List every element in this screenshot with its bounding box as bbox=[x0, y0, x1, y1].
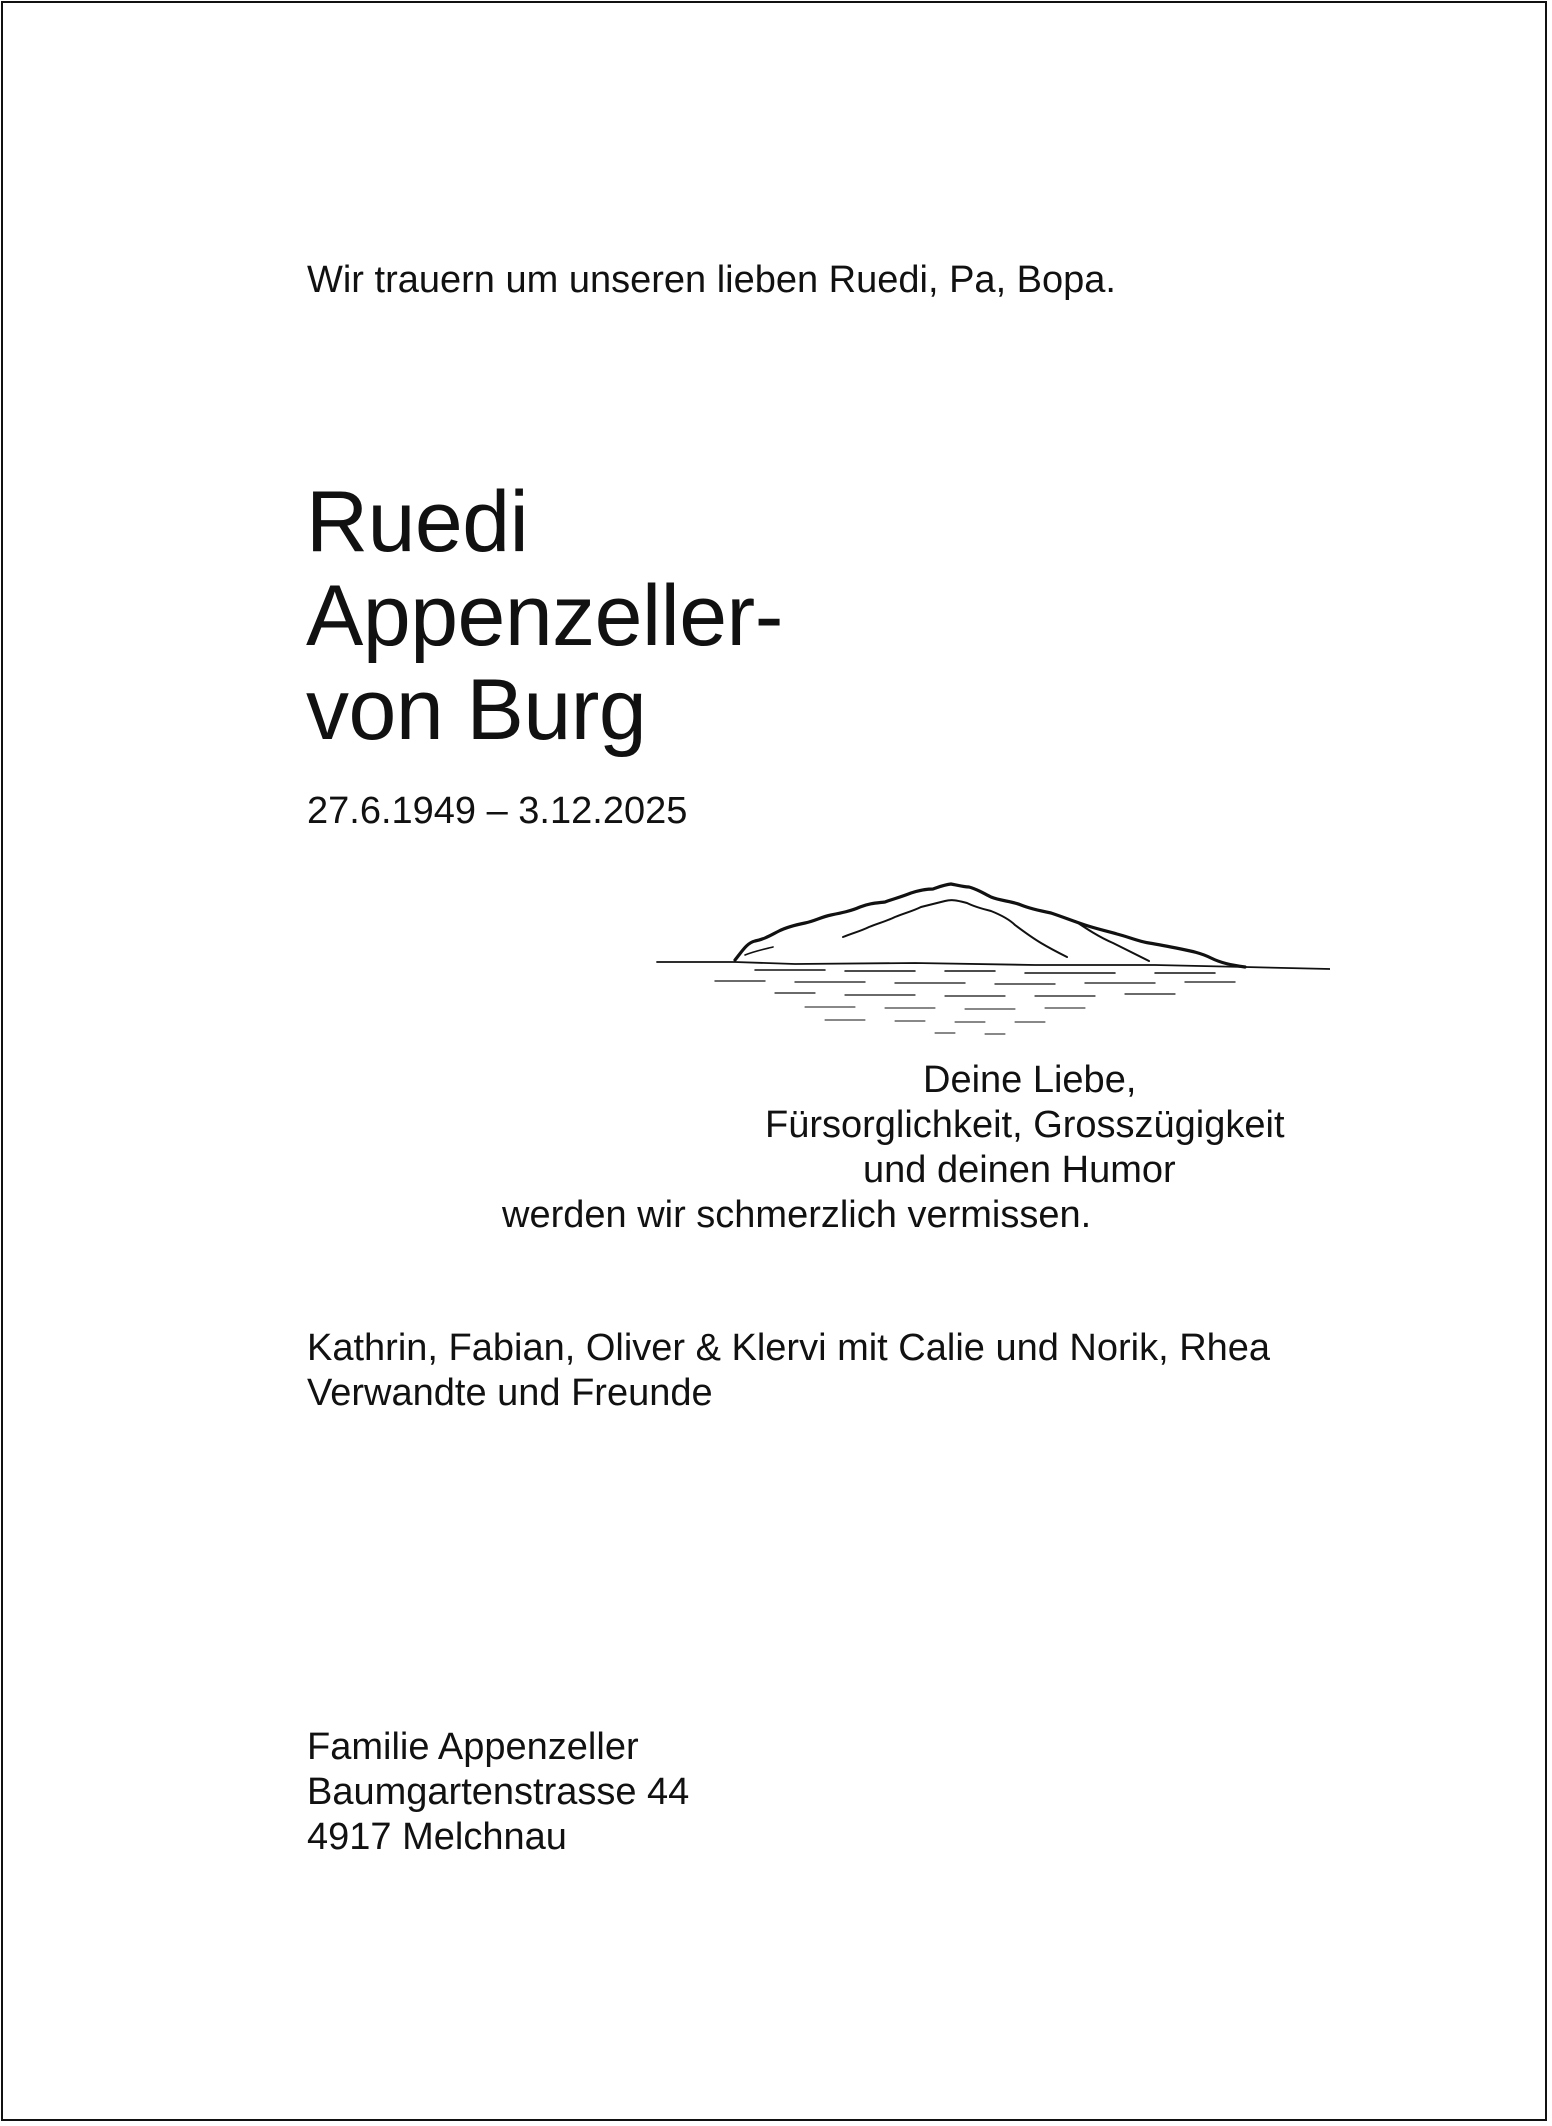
address-line-3: 4917 Melchnau bbox=[307, 1816, 567, 1858]
quote-line-1: Deine Liebe, bbox=[923, 1059, 1137, 1101]
name-line-3: von Burg bbox=[306, 662, 647, 758]
address-line-1: Familie Appenzeller bbox=[307, 1726, 639, 1768]
mourners-line-1: Kathrin, Fabian, Oliver & Klervi mit Calie und Norik, Rhea bbox=[307, 1327, 1271, 1369]
quote-line-4: werden wir schmerzlich vermissen. bbox=[502, 1194, 1092, 1236]
quote-line-2: Fürsorglichkeit, Grosszügigkeit bbox=[765, 1104, 1285, 1146]
address-line-2: Baumgartenstrasse 44 bbox=[307, 1771, 690, 1813]
page-border bbox=[1, 1, 1547, 2121]
quote-line-3: und deinen Humor bbox=[863, 1149, 1176, 1191]
intro-text: Wir trauern um unseren lieben Ruedi, Pa, Bopa. bbox=[307, 259, 1116, 301]
name-line-1: Ruedi bbox=[306, 474, 529, 570]
mourners-list bbox=[307, 1326, 1270, 1416]
mourners-line-2: Verwandte und Freunde bbox=[307, 1372, 713, 1414]
name-line-2: Appenzeller- bbox=[306, 568, 783, 664]
mountain-lake-drawing-icon bbox=[655, 855, 1330, 1045]
family-address bbox=[307, 1725, 689, 1860]
deceased-name bbox=[306, 475, 783, 757]
life-dates: 27.6.1949 – 3.12.2025 bbox=[307, 790, 688, 832]
